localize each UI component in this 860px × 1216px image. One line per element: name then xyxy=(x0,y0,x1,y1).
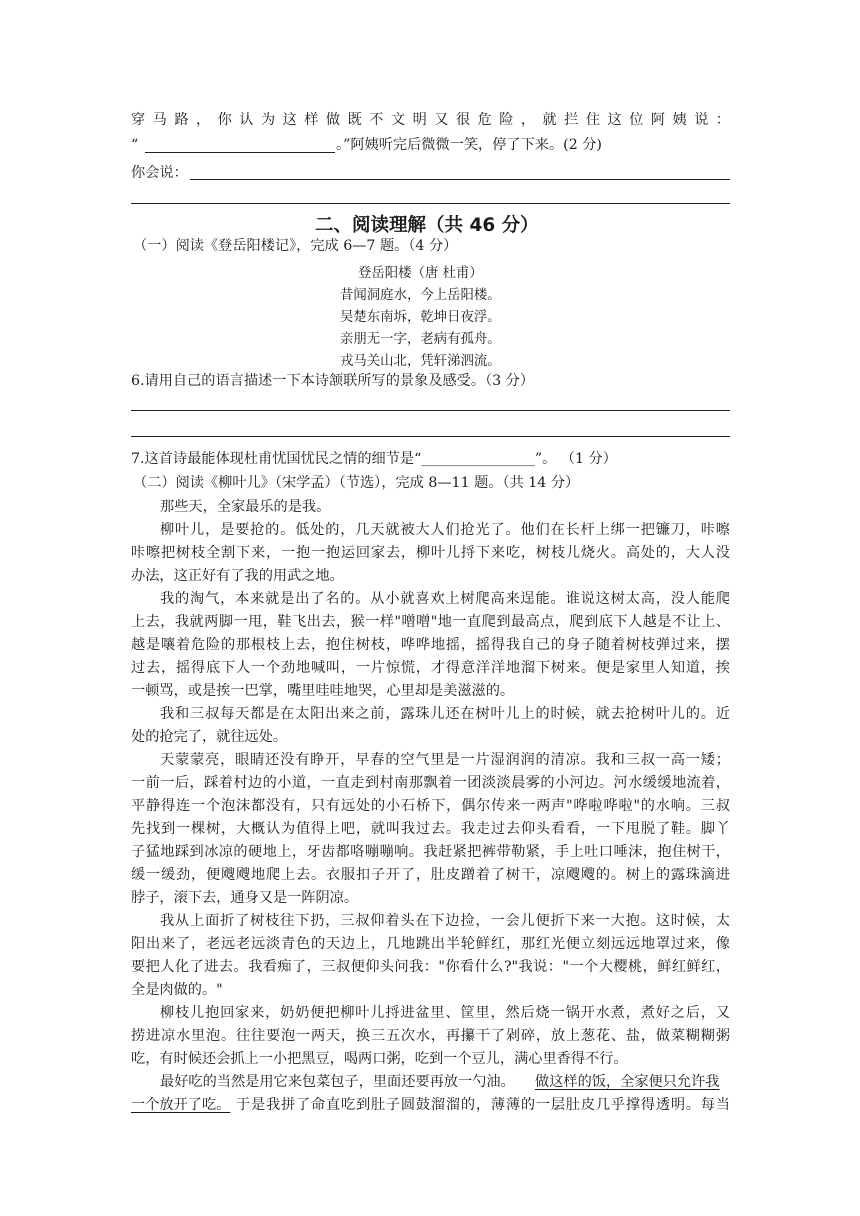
poem-line: 戎马关山北，凭轩涕泗流。 xyxy=(340,354,501,369)
passage-line: 我和三叔每天都是在太阳出来之前，露珠儿还在树叶儿上的时候，就去抢树叶儿的。近 xyxy=(160,706,730,722)
section-divider xyxy=(131,203,730,204)
passage-line: 我从上面折了树枝往下扔，三叔仰着头在下边捡，一会儿便折下来一大抱。这时候，太 xyxy=(160,913,730,929)
poem-title: 登岳阳楼（唐 杜甫） xyxy=(358,266,483,281)
passage-line: 缓一缓劲，便飕飕地爬上去。衣服扣子开了，肚皮蹭着了树干，凉飕飕的。树上的露珠滴进 xyxy=(131,867,730,883)
passage-line: 最好吃的当然是用它来包菜包子，里面还要再放一勺油。 xyxy=(160,1074,515,1090)
underlined-sentence: 一个放开了吃。 xyxy=(131,1097,231,1113)
passage-line: 先找到一棵树，大概认为值得上吧，就叫我过去。我走过去仰头看看，一下甩脱了鞋。脚丫 xyxy=(131,821,730,837)
passage-line: 越是嚷着危险的那根枝上去，抱住树枝，哗哗地摇，摇得我自己的身子随着树枝弹过来，摆 xyxy=(131,637,730,653)
passage-line: 全是肉做的。" xyxy=(131,982,223,998)
passage-line: 一顿骂，或是挨一巴掌，嘴里哇哇地哭，心里却是美滋滋的。 xyxy=(131,683,515,699)
part2-intro: （二）阅读《柳叶儿》（宋学孟）（节选），完成 8—11 题。（共 14 分） xyxy=(133,475,580,491)
answer-label: 你会说： xyxy=(131,165,188,181)
passage-line: 处的抢完了，就往远处。 xyxy=(131,729,288,745)
passage-line: 平静得连一个泡沫都没有，只有远处的小石桥下，偶尔传来一两声"哗啦哗啦"的水响。三叔 xyxy=(131,798,730,814)
passage-line: 子猛地踩到冰凉的硬地上，牙齿都咯嘣嘣响。我赶紧把裤带勒紧，手上吐口唾沫，抱住树干， xyxy=(131,844,730,860)
answer-line[interactable] xyxy=(190,179,730,180)
passage-line: 那些天，全家最乐的是我。 xyxy=(160,499,331,515)
underlined-sentence: 做这样的饭，全家便只允许我 xyxy=(535,1074,720,1090)
passage-line: 一前一后，踩着村边的小道，一直走到村南那飘着一团淡淡晨雾的小河边。河水缓缓地流着， xyxy=(131,775,730,791)
passage-line: 上去，我就两脚一甩，鞋飞出去，猴一样"噌噌"地一直爬到最高点，爬到底下人越是不让上、 xyxy=(131,614,730,630)
passage-line: 要把人化了进去。我看痴了，三叔便仰头问我："你看什么?"我说："一个大樱桃，鲜红鲜红， xyxy=(131,959,730,975)
passage-line: 吃，有时候还会抓上一小把黑豆，喝两口粥，吃到一个豆儿，满心里香得不行。 xyxy=(131,1051,628,1067)
poem-line: 亲朋无一字，老病有孤舟。 xyxy=(340,332,501,347)
section-heading: 二、阅读理解（共 46 分） xyxy=(315,215,539,236)
passage-line: 办法，这正好有了我的用武之地。 xyxy=(131,568,344,584)
question-7: 7.这首诗最能体现杜甫忧国忧民之情的细节是“________________”。 （1 分） xyxy=(131,451,617,467)
passage-line: 天蒙蒙亮，眼睛还没有睁开，早春的空气里是一片湿润润的清凉。我和三叔一高一矮； xyxy=(160,752,730,768)
passage-line: 阳出来了，老远老远淡青色的天边上，几地跳出半轮鲜红，那红光便立刻远远地罩过来，像 xyxy=(131,936,730,952)
passage-line: 于是我拼了命直吃到肚子圆鼓溜溜的，薄薄的一层肚皮几乎撑得透明。每当 xyxy=(236,1097,730,1113)
answer-line-6a[interactable] xyxy=(131,410,730,411)
answer-blank-line[interactable] xyxy=(145,152,335,153)
quote-open: “ xyxy=(131,137,139,153)
passage-line: 脖子，滚下去，通身又是一阵阴凉。 xyxy=(131,890,359,906)
passage-line: 柳叶儿，是要抢的。低处的，几天就被大人们抢光了。他们在长杆上绑一把镰刀，咔嚓 xyxy=(160,522,730,538)
part1-intro: （一）阅读《登岳阳楼记》，完成 6—7 题。（4 分） xyxy=(133,238,458,254)
passage-line: 捞进凉水里泡。往往要泡一两天，换三五次水，再攥干了剁碎，放上葱花、盐，做菜糊糊粥 xyxy=(131,1028,730,1044)
question-6: 6.请用自己的语言描述一下本诗颔联所写的景象及感受。（3 分） xyxy=(131,373,535,389)
poem-line: 吴楚东南坼，乾坤日夜浮。 xyxy=(340,310,501,325)
poem-line: 昔闻洞庭水，今上岳阳楼。 xyxy=(340,288,501,303)
question-line-2: 。”阿姨听完后微微一笑，停了下来。(2 分) xyxy=(336,137,602,153)
passage-line: 咔嚓把树枝全割下来，一抱一抱运回家去，柳叶儿捋下来吃，树枝儿烧火。高处的，大人没 xyxy=(131,545,730,561)
passage-line: 我的淘气，本来就是出了名的。从小就喜欢上树爬高来逞能。谁说这树太高，没人能爬 xyxy=(160,591,730,607)
passage-line: 过去，摇得底下人一个劲地喊叫，一片惊慌，才得意洋洋地溜下树来。便是家里人知道，挨 xyxy=(131,660,730,676)
answer-line-6b[interactable] xyxy=(131,436,730,437)
question-line-1: 穿马路，你认为这样做既不文明又很危险，就拦住这位阿姨说： xyxy=(131,112,730,128)
passage-line: 柳枝儿抱回家来，奶奶便把柳叶儿捋进盆里、筐里，然后烧一锅开水煮，煮好之后，又 xyxy=(160,1005,730,1021)
